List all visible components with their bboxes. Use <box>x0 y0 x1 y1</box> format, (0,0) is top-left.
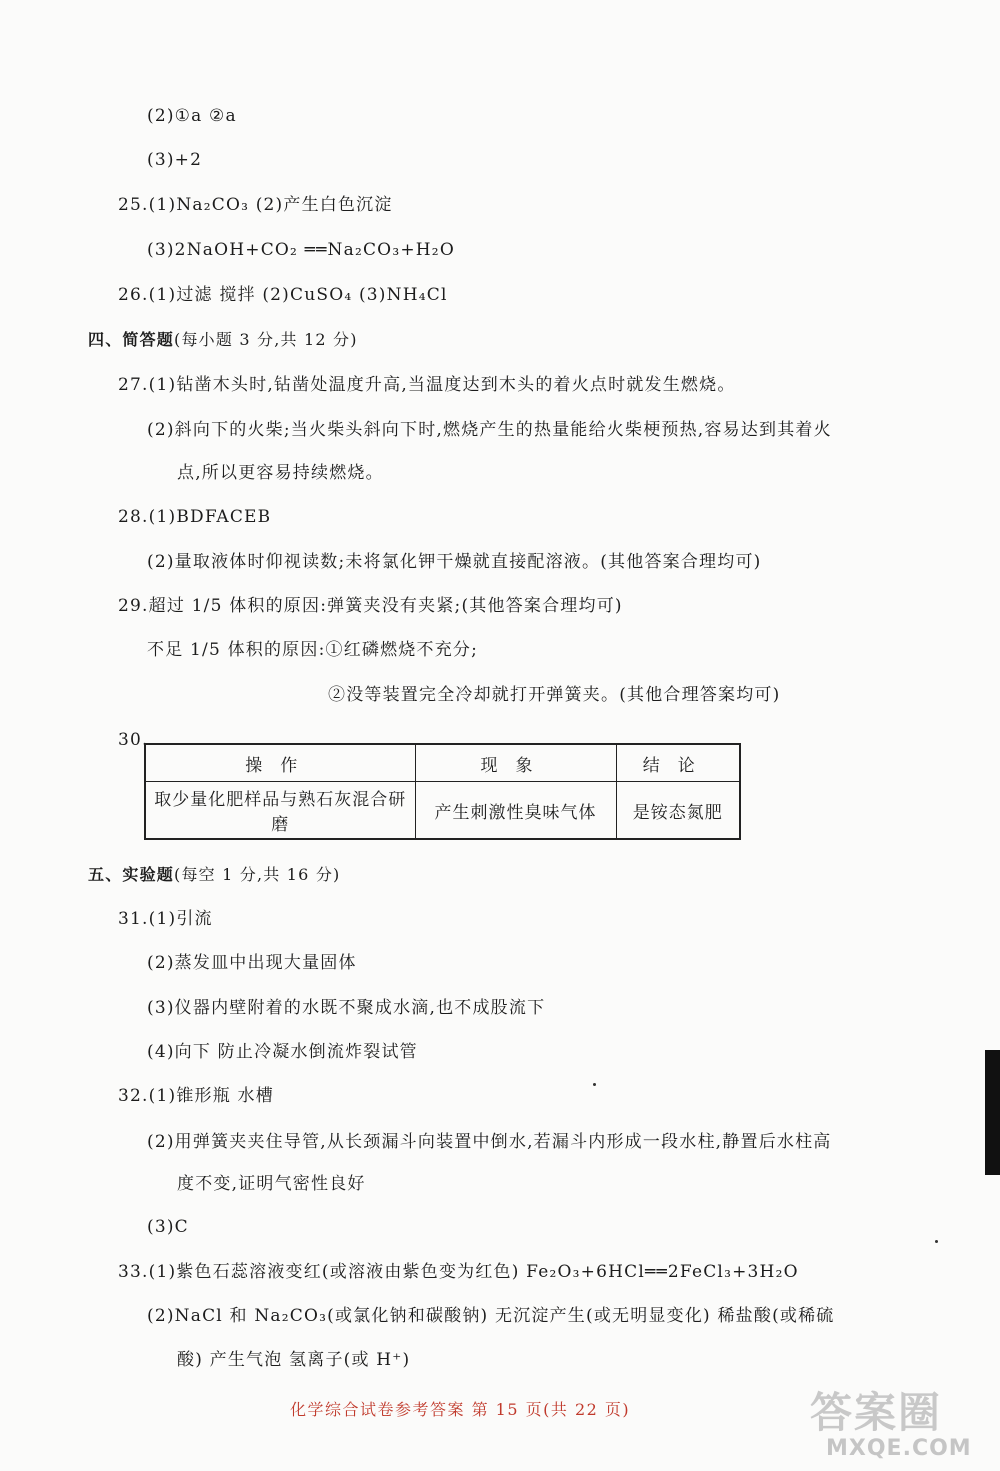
section-4-heading <box>88 329 358 351</box>
answer-24-2: (2)①a ②a <box>147 106 237 126</box>
scan-speck <box>593 1083 596 1086</box>
answer-31-2: (2)蒸发皿中出现大量固体 <box>147 953 357 973</box>
scan-speck <box>935 1240 938 1243</box>
section-4-title: 四、简答题 <box>88 330 175 349</box>
answer-31-3: (3)仪器内壁附着的水既不聚成水滴,也不成股流下 <box>147 998 546 1018</box>
table-header-phenomenon: 现象 <box>415 744 616 782</box>
section-5-heading <box>88 864 340 886</box>
answer-28-1: 28.(1)BDFACEB <box>118 507 272 527</box>
answer-29-under: 不足 1/5 体积的原因:①红磷燃烧不充分; <box>147 640 479 660</box>
site-watermark <box>810 1378 990 1468</box>
table-header-row <box>145 744 740 782</box>
answer-24-3: (3)+2 <box>147 150 203 170</box>
answer-32-2: (2)用弹簧夹夹住导管,从长颈漏斗向装置中倒水,若漏斗内形成一段水柱,静置后水柱高 <box>147 1132 832 1152</box>
table-header-operation: 操作 <box>145 744 415 782</box>
answer-29-over: 29.超过 1/5 体积的原因:弹簧夹没有夹紧;(其他答案合理均可) <box>118 596 623 616</box>
answer-26: 26.(1)过滤 搅拌 (2)CuSO₄ (3)NH₄Cl <box>118 285 448 305</box>
table-cell-conclusion: 是铵态氮肥 <box>616 782 740 840</box>
watermark-logo-text: 答案圈 <box>810 1388 943 1437</box>
answer-32-2-cont: 度不变,证明气密性良好 <box>177 1174 366 1194</box>
answer-25-1-2: 25.(1)Na₂CO₃ (2)产生白色沉淀 <box>118 195 393 215</box>
answer-31-4: (4)向下 防止冷凝水倒流炸裂试管 <box>147 1042 418 1062</box>
watermark-url: MXQE.COM <box>826 1436 972 1461</box>
answer-25-3: (3)2NaOH+CO₂ ══Na₂CO₃+H₂O <box>147 240 455 260</box>
answer-27-2-cont: 点,所以更容易持续燃烧。 <box>177 463 384 483</box>
table-cell-phenomenon: 产生刺激性臭味气体 <box>415 782 616 840</box>
answer-28-2: (2)量取液体时仰视读数;未将氯化钾干燥就直接配溶液。(其他答案合理均可) <box>147 552 762 572</box>
section-4-note: (每小题 3 分,共 12 分) <box>174 330 358 349</box>
answer-29-under-2: ②没等装置完全冷却就打开弹簧夹。(其他合理答案均可) <box>328 685 781 705</box>
section-5-title: 五、实验题 <box>88 865 175 884</box>
section-5-note: (每空 1 分,共 16 分) <box>174 865 341 884</box>
answer-32-3: (3)C <box>147 1217 189 1237</box>
answer-27-1: 27.(1)钻凿木头时,钻凿处温度升高,当温度达到木头的着火点时就发生燃烧。 <box>118 375 736 395</box>
answer-32-1: 32.(1)锥形瓶 水槽 <box>118 1086 274 1106</box>
answer-31-1: 31.(1)引流 <box>118 909 213 929</box>
answer-30-table <box>144 743 741 840</box>
answer-33-1: 33.(1)紫色石蕊溶液变红(或溶液由紫色变为红色) Fe₂O₃+6HCl══2FeCl₃+3H₂O <box>118 1262 799 1282</box>
page-edge-tab <box>985 1050 1000 1175</box>
table-header-conclusion: 结论 <box>616 744 740 782</box>
table-row <box>145 782 740 840</box>
table-cell-operation: 取少量化肥样品与熟石灰混合研磨 <box>145 782 415 840</box>
answer-33-2-cont: 酸) 产生气泡 氢离子(或 H⁺) <box>177 1350 411 1370</box>
answer-30-number: 30. <box>118 730 149 750</box>
answer-27-2: (2)斜向下的火柴;当火柴头斜向下时,燃烧产生的热量能给火柴梗预热,容易达到其着火 <box>147 420 832 440</box>
page-footer: 化学综合试卷参考答案 第 15 页(共 22 页) <box>290 1400 631 1419</box>
answer-33-2: (2)NaCl 和 Na₂CO₃(或氯化钠和碳酸钠) 无沉淀产生(或无明显变化) 稀盐酸(或稀硫 <box>147 1306 835 1326</box>
